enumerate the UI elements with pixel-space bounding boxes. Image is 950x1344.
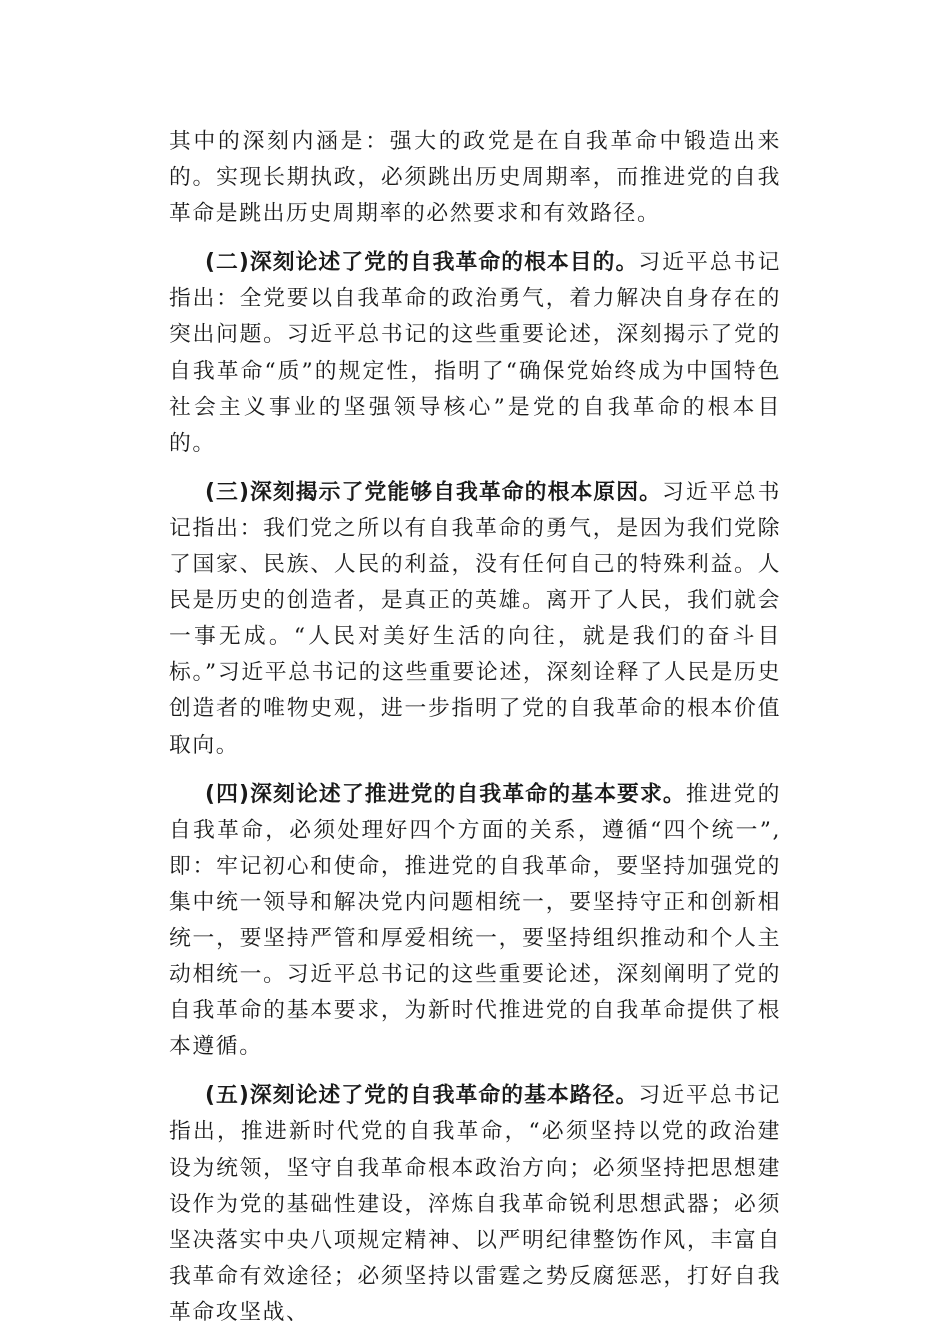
section-heading-4: (四)深刻论述了推进党的自我革命的基本要求。 — [205, 781, 686, 807]
section-heading-2: (二)深刻论述了党的自我革命的根本目的。 — [205, 250, 639, 276]
section-heading-5: (五)深刻论述了党的自我革命的基本路径。 — [205, 1083, 639, 1109]
paragraph-1 — [169, 124, 781, 232]
paragraph-1-body: 其中的深刻内涵是：强大的政党是在自我革命中锻造出来的。实现长期执政，必须跳出历史周期率，而推进党的自我革命是跳出历史周期率的必然要求和有效路径。 — [169, 129, 781, 227]
paragraph-4-body: 推进党的自我革命，必须处理好四个方面的关系，遵循“四个统一”,即：牢记初心和使命，推进党的自我革命，要坚持加强党的集中统一领导和解决党内问题相统一，要坚持守正和创新相统一，要坚持严管和厚爱相统一，要坚持组织推动和个人主动相统一。习近平总书记的这些重要论述，深刻阐明了党的自我革命的基本要求，为新时代推进党的自我革命提供了根本遵循。 — [169, 781, 782, 1060]
paragraph-3-body: 习近平总书记指出：我们党之所以有自我革命的勇气，是因为我们党除了国家、民族、人民的利益，没有任何自己的特殊利益。人民是历史的创造者，是真正的英雄。离开了人民，我们就会一事无成。“人民对美好生活的向往，就是我们的奋斗目标。”习近平总书记的这些重要论述，深刻诠释了人民是历史创造者的唯物史观，进一步指明了党的自我革命的根本价值取向。 — [169, 479, 781, 758]
paragraph-3 — [169, 475, 781, 764]
paragraph-5 — [169, 1078, 781, 1331]
paragraph-2 — [169, 245, 781, 462]
paragraph-4 — [169, 777, 781, 1066]
document-page — [169, 124, 781, 1344]
section-heading-3: (三)深刻揭示了党能够自我革命的根本原因。 — [205, 479, 663, 505]
paragraph-5-body: 习近平总书记指出，推进新时代党的自我革命，“必须坚持以党的政治建设为统领，坚守自我革命根本政治方向；必须坚持把思想建设作为党的基础性建设，淬炼自我革命锐利思想武器；必须坚决落实中央八项规定精神、以严明纪律整饬作风，丰富自我革命有效途径；必须坚持以雷霆之势反腐惩恶，打好自我革命攻坚战、 — [169, 1083, 781, 1325]
paragraph-2-body: 习近平总书记指出：全党要以自我革命的政治勇气，着力解决自身存在的突出问题。习近平总书记的这些重要论述，深刻揭示了党的自我革命“质”的规定性，指明了“确保党始终成为中国特色社会主义事业的坚强领导核心”是党的自我革命的根本目的。 — [169, 250, 781, 456]
